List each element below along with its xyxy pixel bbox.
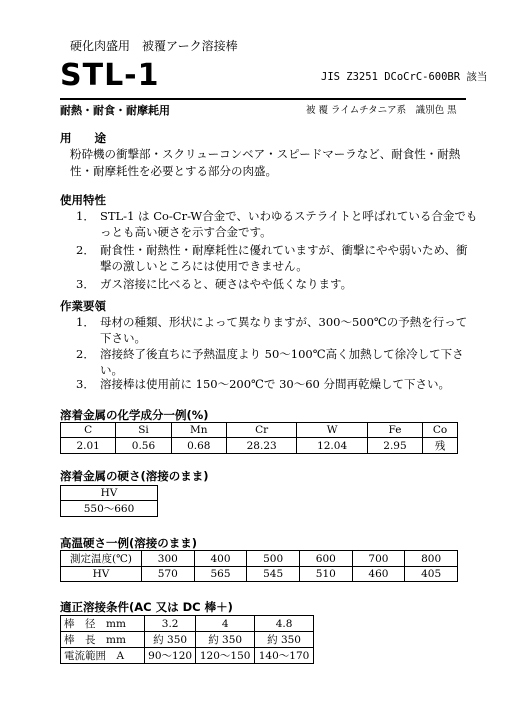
element-value: 0.68 xyxy=(171,438,226,454)
condition-value: 4.8 xyxy=(255,616,314,632)
table-row xyxy=(61,567,458,582)
feature-number: 3． xyxy=(76,277,95,291)
applications-text: 粉砕機の衝撃部・スクリューコンベア・スピードマーラなど、耐食性・耐熱性・耐摩耗性を必要とする部分の肉盛。 xyxy=(70,147,461,178)
feature-text: 耐食性・耐熱性・耐摩耗性に優れていますが、衝撃にやや弱いため、衝撃の激しいところには使用できません。 xyxy=(100,243,468,273)
element-value: 残 xyxy=(423,438,458,454)
procedure-item xyxy=(76,314,476,346)
procedure-number: 1． xyxy=(76,315,95,329)
condition-value: 3.2 xyxy=(145,616,196,632)
chemistry-heading: 溶着金属の化学成分一例(%) xyxy=(60,408,209,422)
hv-cell: 405 xyxy=(405,567,458,582)
chemistry-table xyxy=(60,422,458,454)
product-title: STL-1 xyxy=(60,58,160,93)
procedure-text: 母材の種類、形状によって異なりますが、300～500℃の予熱を行って下さい。 xyxy=(100,315,468,345)
hardness-value: 550～660 xyxy=(61,501,158,517)
features-heading: 使用特性 xyxy=(60,193,106,207)
condition-value: 約 350 xyxy=(196,632,255,648)
procedure-item xyxy=(76,346,476,378)
row-label: 棒 径 mm xyxy=(61,616,145,632)
element-header: Co xyxy=(423,423,458,438)
temperature-cell: 500 xyxy=(247,551,300,567)
element-value: 28.23 xyxy=(226,438,296,454)
procedure-heading: 作業要領 xyxy=(60,299,106,313)
row-label: 棒 長 mm xyxy=(61,632,145,648)
hv-cell: 570 xyxy=(142,567,195,582)
jis-standard: JIS Z3251 DCoCrC-600BR 該当 xyxy=(321,71,488,83)
feature-text: ガス溶接に比べると、硬さはやや低くなります。 xyxy=(100,277,353,291)
element-value: 12.04 xyxy=(297,438,367,454)
condition-value: 140～170 xyxy=(255,648,314,664)
hot-hardness-table xyxy=(60,550,458,582)
conditions-heading: 適正溶接条件(AC 又は DC 棒＋) xyxy=(60,600,233,614)
hardness-table xyxy=(60,485,158,517)
element-value: 2.95 xyxy=(367,438,422,454)
procedure-number: 2． xyxy=(76,347,95,361)
temperature-cell: 600 xyxy=(299,551,352,567)
table-row xyxy=(61,616,314,632)
hot-hardness-heading: 高温硬さ一例(溶接のまま) xyxy=(60,536,198,550)
usage-summary: 耐熱・耐食・耐摩耗用 xyxy=(60,104,170,117)
feature-number: 1． xyxy=(76,209,95,223)
hv-cell: 565 xyxy=(194,567,247,582)
temperature-cell: 400 xyxy=(194,551,247,567)
element-header: W xyxy=(297,423,367,438)
condition-value: 120～150 xyxy=(196,648,255,664)
procedure-item xyxy=(76,376,476,392)
procedure-number: 3． xyxy=(76,377,95,391)
element-header: C xyxy=(61,423,116,438)
table-row xyxy=(61,551,458,567)
row-label: 測定温度(℃) xyxy=(61,551,142,567)
procedure-text: 溶接棒は使用前に 150～200℃で 30～60 分間再乾燥して下さい。 xyxy=(100,377,450,391)
feature-item xyxy=(76,242,476,274)
feature-item xyxy=(76,276,476,292)
feature-text: STL-1 は Co-Cr-W合金で、いわゆるステライトと呼ばれている合金でもっとも高い硬さを示す合金です。 xyxy=(100,209,478,239)
element-value: 0.56 xyxy=(116,438,171,454)
element-value: 2.01 xyxy=(61,438,116,454)
table-row xyxy=(61,632,314,648)
temperature-cell: 300 xyxy=(142,551,195,567)
condition-value: 約 350 xyxy=(255,632,314,648)
temperature-cell: 800 xyxy=(405,551,458,567)
feature-item xyxy=(76,208,476,240)
table-row xyxy=(61,486,158,501)
table-row xyxy=(61,438,458,454)
element-header: Mn xyxy=(171,423,226,438)
condition-value: 4 xyxy=(196,616,255,632)
hardness-header: HV xyxy=(61,486,158,501)
header-rule xyxy=(60,98,466,100)
element-header: Cr xyxy=(226,423,296,438)
hv-cell: 510 xyxy=(299,567,352,582)
table-row xyxy=(61,423,458,438)
condition-value: 90～120 xyxy=(145,648,196,664)
table-row xyxy=(61,648,314,664)
feature-number: 2． xyxy=(76,243,95,257)
hardness-heading: 溶着金属の硬さ(溶接のまま) xyxy=(60,469,209,483)
hv-cell: 460 xyxy=(352,567,405,582)
element-header: Si xyxy=(116,423,171,438)
product-subtitle: 硬化肉盛用 被覆アーク溶接棒 xyxy=(70,39,238,53)
applications-heading: 用 途 xyxy=(60,131,106,145)
table-row xyxy=(61,501,158,517)
temperature-cell: 700 xyxy=(352,551,405,567)
condition-value: 約 350 xyxy=(145,632,196,648)
element-header: Fe xyxy=(367,423,422,438)
procedure-text: 溶接終了後直ちに予熱温度より 50～100℃高く加熱して徐冷して下さい。 xyxy=(100,347,464,377)
coating-info: 被 覆 ライムチタニア系 識別色 黒 xyxy=(306,105,457,116)
hv-cell: 545 xyxy=(247,567,300,582)
conditions-table xyxy=(60,615,314,664)
row-label: 電流範囲 A xyxy=(61,648,145,664)
row-label: HV xyxy=(61,567,142,582)
